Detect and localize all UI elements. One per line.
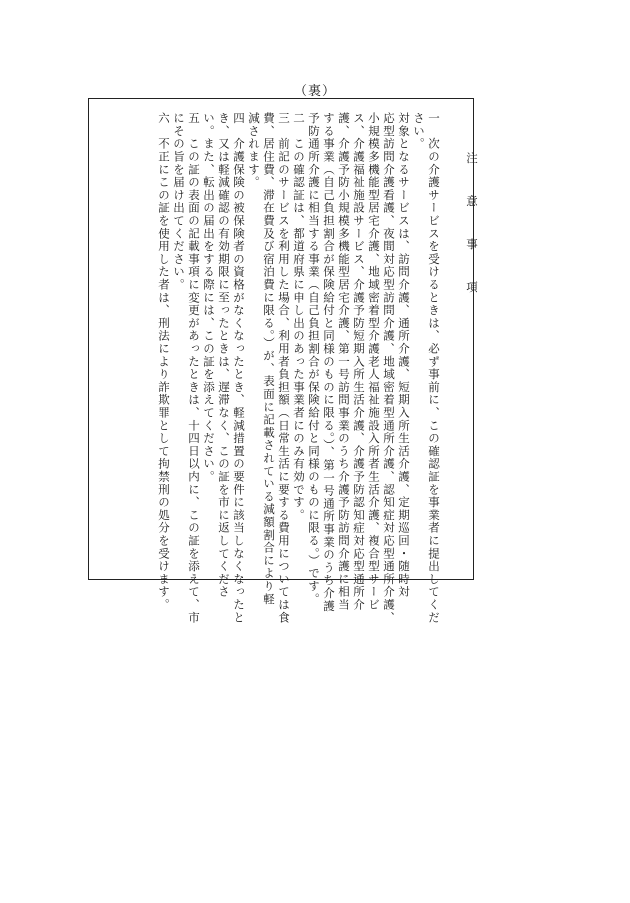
note-4-line: き、又は軽減確認の有効期限に至ったときは、遅滞なく、この証を市に返してくださ bbox=[217, 112, 231, 599]
note-4-line: 四 介護保険の被保険者の資格がなくなったとき、軽減措置の要件に該当しなくなったと bbox=[232, 112, 246, 624]
note-1-line: 予防通所介護に相当する事業（自己負担割合が保険給付と同様のものに限る。）です。 bbox=[307, 112, 321, 606]
note-1-line: 護、介護予防小規模多機能型居宅介護、第一号訪問事業のうち介護予防訪問介護に相当 bbox=[337, 112, 351, 612]
note-3-line: 三 前記のサービスを利用した場合、利用者負担額（日常生活に要する費用については食 bbox=[277, 112, 291, 624]
note-1-line: さい。 bbox=[412, 112, 426, 151]
note-1-line: 一 次の介護サービスを受けるときは、必ず事前に、この確認証を事業者に提出してくだ bbox=[427, 112, 441, 624]
note-5-line: 五 この証の表面の記載事項に変更があったときは、十四日以内に、この証を添えて、市 bbox=[187, 112, 201, 624]
notes-title: 注 意 事 項 bbox=[465, 152, 479, 303]
note-1-line: 小規模多機能型居宅介護、地域密着型介護老人福祉施設入所者生活介護、複合型サービ bbox=[367, 112, 381, 612]
note-3-line: 減されます。 bbox=[247, 112, 261, 189]
note-1-line: 応型訪問介護看護、夜間対応型訪問介護、地域密着型通所介護、認知症対応型通所介護、 bbox=[382, 112, 396, 624]
note-5-line: にその旨を届け出てください。 bbox=[172, 112, 186, 292]
note-1-line: ス、介護福祉施設サービス、介護予防短期入所生活介護、介護予防認知症対応型通所介 bbox=[352, 112, 366, 612]
note-3-line: 費、居住費、滞在費及び宿泊費に限る。）が、表面に記載されている減額割合により軽 bbox=[262, 112, 276, 606]
note-2-line: 二 この確認証は、都道府県に申し出のあった事業者にのみ有効です。 bbox=[292, 112, 306, 522]
note-4-line: い。また、転出の届出をする際には、この証を添えてください。 bbox=[202, 112, 216, 484]
page-side-label: （裏） bbox=[293, 84, 336, 99]
note-1-line: 対象となるサービスは、訪問介護、通所介護、短期入所生活介護、定期巡回・随時対 bbox=[397, 112, 411, 599]
note-6-line: 六 不正にこの証を使用した者は、刑法により詐欺罪として拘禁刑の処分を受けます。 bbox=[157, 112, 171, 612]
note-1-line: する事業（自己負担割合が保険給付と同様のものに限る。）、第一号通所事業のうち介護 bbox=[322, 112, 336, 613]
